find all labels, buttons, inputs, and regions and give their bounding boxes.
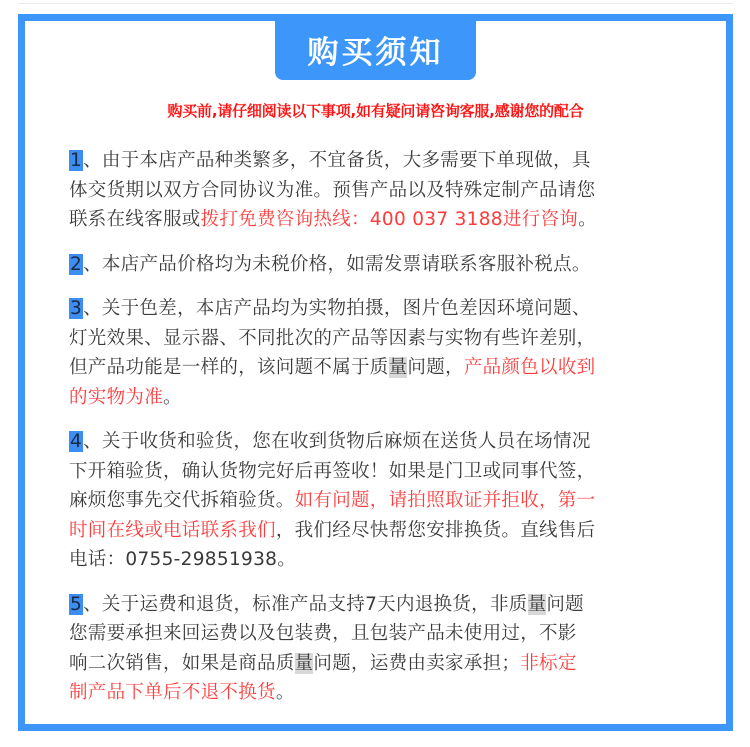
body-text: 下开箱验货，确认货物完好后再签收！如果是门卫或同事代签， [69, 460, 596, 482]
body-text: 联系在线客服或 [69, 209, 201, 230]
notice-item-5 [69, 590, 689, 708]
emphasis-text: 制产品下单后不退不换货 [69, 682, 276, 703]
emphasis-text: 拨打免费咨询热线：400 037 3188进行咨询 [200, 209, 579, 230]
emphasis-text: 时间在线或电话联系我们 [69, 519, 276, 541]
notice-line [69, 205, 689, 235]
highlighted-text: 量 [294, 652, 314, 674]
emphasis-text: 如有问题，请拍照取证并拒收，第一 [294, 490, 596, 511]
body-text: 体交货期以双方合同协议为准。预售产品以及特殊定制产品请您 [69, 179, 596, 201]
highlighted-text: 量 [388, 357, 408, 378]
notice-line [69, 486, 689, 516]
notice-line [69, 324, 689, 354]
notice-line [69, 383, 689, 413]
title-tab [275, 14, 476, 80]
body-text: 您需要承担来回运费以及包装费，且包装产品未使用过，不影 [69, 623, 577, 644]
item-number-badge: 5 [70, 593, 83, 615]
notice-line [69, 649, 689, 679]
body-text: 响二次销售，如果是商品质 [69, 652, 295, 674]
page-title: 购买须知 [307, 34, 444, 71]
notice-line [69, 427, 689, 457]
notice-line [69, 516, 689, 546]
body-text: 问题 [546, 593, 584, 615]
body-text: 、关于色差，本店产品均为实物拍摄，图片色差因环境问题、 [83, 298, 591, 319]
body-text: 、关于收货和验货，您在收到货物后麻烦在送货人员在场情况 [83, 431, 591, 452]
purchase-notice-panel [18, 14, 733, 731]
item-number-badge: 2 [70, 253, 83, 275]
body-text: 但产品功能是一样的，该问题不属于质 [69, 357, 389, 378]
item-number-badge: 3 [70, 298, 83, 319]
top-divider [18, 3, 733, 4]
notice-item-3 [69, 294, 689, 412]
body-text: 。 [163, 386, 182, 408]
notice-line [69, 590, 689, 620]
notice-line [69, 457, 689, 487]
notice-line [69, 545, 689, 575]
notice-line [69, 353, 689, 383]
body-text: 、由于本店产品种类繁多，不宜备货，大多需要下单现做，具 [83, 150, 591, 171]
body-text: 、本店产品价格均为未税价格，如需发票请联系客服补税点。 [83, 253, 591, 275]
item-number-badge: 4 [70, 431, 83, 452]
notice-item-2 [69, 250, 689, 280]
item-number-badge: 1 [70, 150, 83, 171]
highlighted-text: 量 [527, 593, 547, 615]
body-text: 问题，运费由卖家承担； [313, 652, 521, 674]
notice-line [69, 678, 689, 708]
notice-subtitle: 购买前,请仔细阅读以下事项,如有疑问请咨询客服,感谢您的配合 [167, 102, 584, 120]
notice-item-4 [69, 427, 689, 575]
body-text: 电话：0755-29851938。 [69, 549, 297, 570]
emphasis-text: 产品颜色以收到 [463, 357, 596, 378]
notice-item-1 [69, 146, 689, 235]
body-text: 灯光效果、显示器、不同批次的产品等因素与实物有些许差别， [69, 327, 596, 349]
notice-line [69, 619, 689, 649]
body-text: 麻烦您事先交代拆箱验货。 [69, 490, 295, 511]
notice-line [69, 294, 689, 324]
emphasis-text: 非标定 [520, 652, 577, 674]
body-text: 、关于运费和退货，标准产品支持7天内退换货，非质 [83, 593, 528, 615]
body-text: 。 [275, 682, 295, 703]
body-text: ，我们经尽快帮您安排换货。直线售后 [275, 519, 596, 541]
notice-line [69, 250, 689, 280]
notice-line [69, 176, 689, 206]
body-text: 问题， [407, 357, 464, 378]
emphasis-text: 的实物为准 [69, 386, 164, 408]
notice-list [69, 146, 689, 723]
body-text: 。 [578, 209, 597, 230]
notice-line [69, 146, 689, 176]
